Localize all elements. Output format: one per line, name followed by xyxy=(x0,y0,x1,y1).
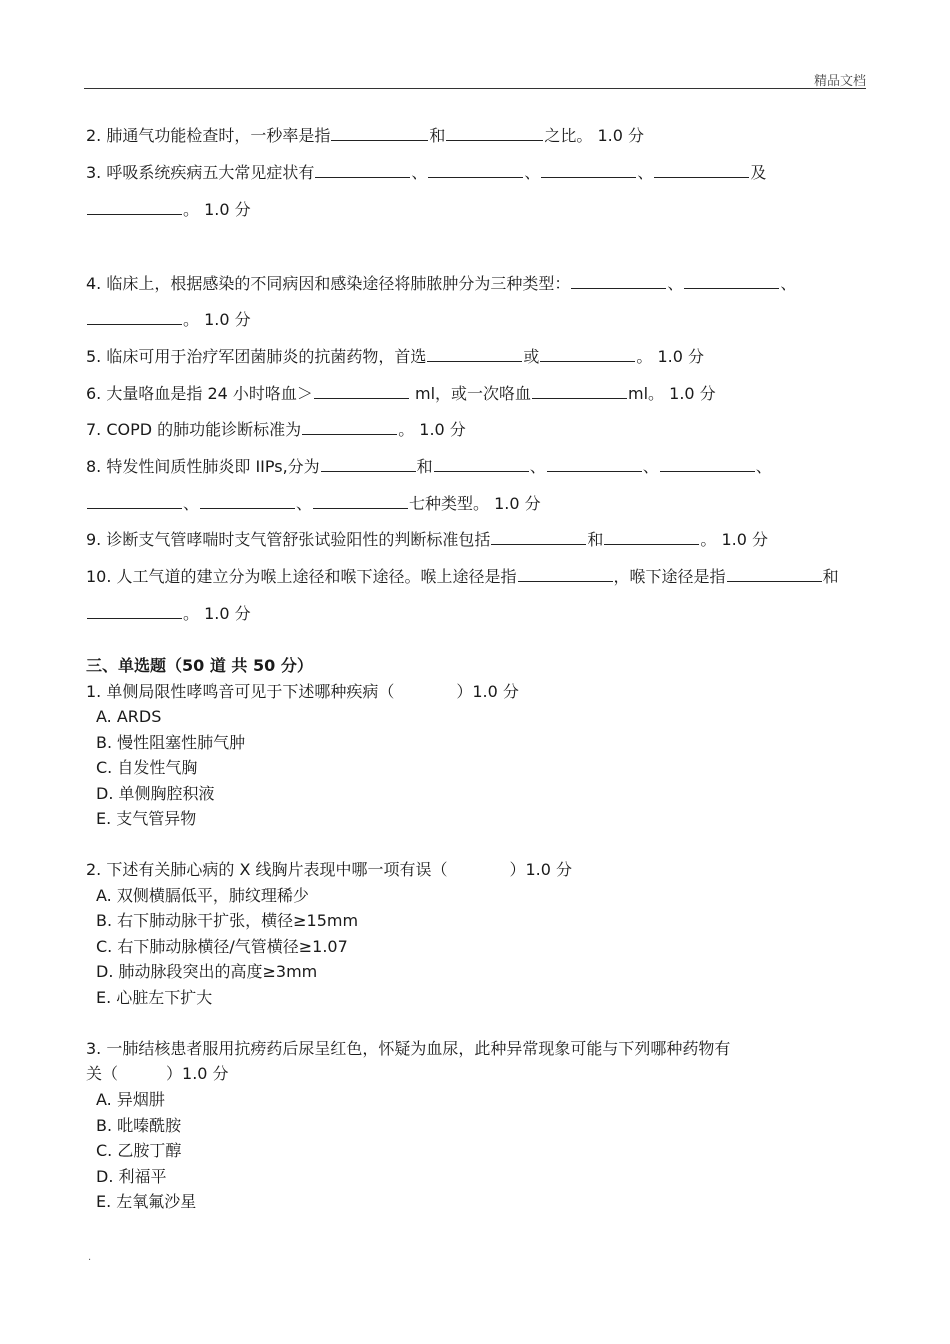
option-e[interactable]: E. 支气管异物 xyxy=(96,809,197,828)
option-e[interactable]: E. 心脏左下扩大 xyxy=(96,988,213,1007)
option-d[interactable]: D. 利福平 xyxy=(96,1167,167,1186)
answer-blank[interactable] xyxy=(428,161,523,178)
answer-blank[interactable] xyxy=(302,418,397,435)
answer-blank[interactable] xyxy=(314,382,409,399)
answer-blank[interactable] xyxy=(200,492,295,509)
option-c[interactable]: C. 右下肺动脉横径/气管横径≥1.07 xyxy=(96,937,348,956)
question-stem: 1. 单侧局限性哮鸣音可见于下述哪种疾病（ ）1.0 分 xyxy=(86,682,519,701)
option-d[interactable]: D. 肺动脉段突出的高度≥3mm xyxy=(96,962,318,981)
answer-blank[interactable] xyxy=(427,345,522,362)
question-10: 10. 人工气道的建立分为喉上途径和喉下途径。喉上途径是指 ，喉下途径是指 和 xyxy=(86,567,839,586)
question-4-cont: 。 1.0 分 xyxy=(86,308,866,330)
option-b[interactable]: B. 右下肺动脉干扩张，横径≥15mm xyxy=(96,911,359,930)
section-title: 三、单选题（50 道 共 50 分） xyxy=(86,656,313,675)
answer-blank[interactable] xyxy=(87,198,182,215)
question-8: 8. 特发性间质性肺炎即 IIPs,分为 和 、 、 、 xyxy=(86,457,772,476)
question-4: 4. 临床上，根据感染的不同病因和感染途径将肺脓肿分为三种类型： 、 、 xyxy=(86,274,797,293)
question-3: 3. 呼吸系统疾病五大常见症状有 、 、 、 及 xyxy=(86,163,767,182)
answer-blank[interactable] xyxy=(321,455,416,472)
header-label: 精品文档 xyxy=(813,74,866,89)
question-2: 2. 肺通气功能检查时，一秒率是指 和 之比。 1.0 分 xyxy=(86,126,644,145)
option-d[interactable]: D. 单侧胸腔积液 xyxy=(96,784,215,803)
answer-blank[interactable] xyxy=(434,455,529,472)
answer-blank[interactable] xyxy=(541,161,636,178)
question-7: 7. COPD 的肺功能诊断标准为 。 1.0 分 xyxy=(86,420,466,439)
answer-blank[interactable] xyxy=(87,602,182,619)
option-a[interactable]: A. 双侧横膈低平，肺纹理稀少 xyxy=(96,886,309,905)
answer-blank[interactable] xyxy=(684,272,779,289)
answer-blank[interactable] xyxy=(532,382,627,399)
option-a[interactable]: A. 异烟肼 xyxy=(96,1090,165,1109)
question-stem: 关（ ）1.0 分 xyxy=(86,1064,229,1083)
question-5: 5. 临床可用于治疗军团菌肺炎的抗菌药物，首选 或 。 1.0 分 xyxy=(86,347,704,366)
option-c[interactable]: C. 自发性气胸 xyxy=(96,758,198,777)
question-3-cont: 。 1.0 分 xyxy=(86,198,866,220)
question-6: 6. 大量咯血是指 24 小时咯血＞ ml，或一次咯血 ml。 1.0 分 xyxy=(86,384,716,403)
answer-blank[interactable] xyxy=(660,455,755,472)
answer-blank[interactable] xyxy=(87,308,182,325)
answer-blank[interactable] xyxy=(87,492,182,509)
answer-blank[interactable] xyxy=(547,455,642,472)
option-e[interactable]: E. 左氧氟沙星 xyxy=(96,1192,197,1211)
question-10-cont: 。 1.0 分 xyxy=(86,602,866,624)
question-9: 9. 诊断支气管哮喘时支气管舒张试验阳性的判断标准包括 和 。 1.0 分 xyxy=(86,530,768,549)
answer-blank[interactable] xyxy=(571,272,666,289)
question-8-cont: 、 、 七种类型。 1.0 分 xyxy=(86,492,866,514)
question-stem-line1: 3. 一肺结核患者服用抗痨药后尿呈红色，怀疑为血尿，此种异常现象可能与下列哪种药物有 xyxy=(86,1039,731,1058)
answer-blank[interactable] xyxy=(313,492,408,509)
footer-mark: . xyxy=(88,1252,92,1263)
option-a[interactable]: A. ARDS xyxy=(96,707,162,726)
answer-blank[interactable] xyxy=(315,161,410,178)
answer-blank[interactable] xyxy=(540,345,635,362)
answer-blank[interactable] xyxy=(518,565,613,582)
answer-blank[interactable] xyxy=(727,565,822,582)
question-stem: 2. 下述有关肺心病的 X 线胸片表现中哪一项有误（ ）1.0 分 xyxy=(86,860,573,879)
option-b[interactable]: B. 慢性阻塞性肺气肿 xyxy=(96,733,246,752)
answer-blank[interactable] xyxy=(331,124,428,141)
option-c[interactable]: C. 乙胺丁醇 xyxy=(96,1141,182,1160)
answer-blank[interactable] xyxy=(491,528,586,545)
answer-blank[interactable] xyxy=(604,528,699,545)
answer-blank[interactable] xyxy=(654,161,749,178)
answer-blank[interactable] xyxy=(446,124,543,141)
option-b[interactable]: B. 吡嗪酰胺 xyxy=(96,1116,182,1135)
header-rule xyxy=(84,88,866,89)
